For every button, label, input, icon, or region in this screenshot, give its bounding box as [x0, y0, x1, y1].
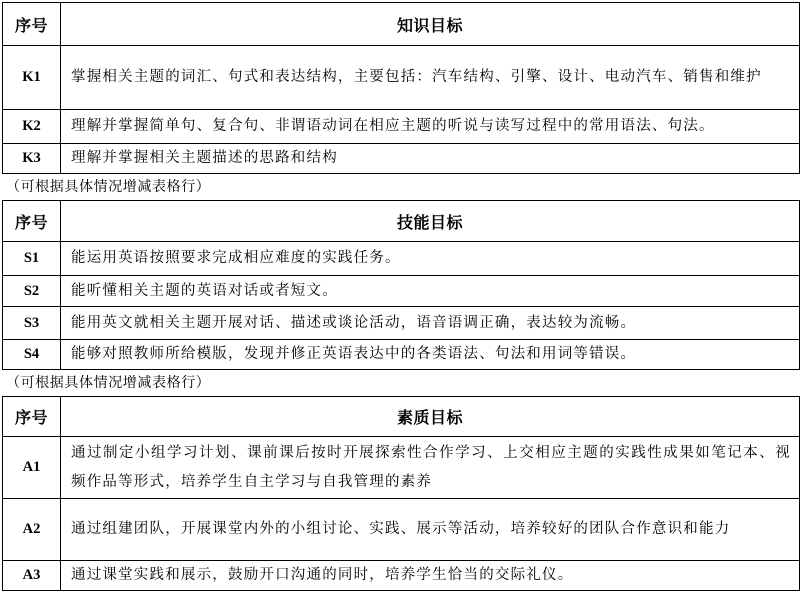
quality-objectives-table — [2, 396, 800, 591]
table-header-row — [3, 201, 800, 242]
objective-description: 理解并掌握相关主题描述的思路和结构 — [61, 144, 800, 174]
knowledge-objectives-title: 知识目标 — [61, 3, 800, 46]
objective-description: 通过制定小组学习计划、课前课后按时开展探索性合作学习、上交相应主题的实践性成果如笔记本、视频作品等形式，培养学生自主学习与自我管理的素养 — [61, 437, 800, 499]
objective-code: A3 — [3, 561, 61, 591]
objective-code: K2 — [3, 110, 61, 144]
objective-description: 能听懂相关主题的英语对话或者短文。 — [61, 276, 800, 307]
objective-description: 通过课堂实践和展示，鼓励开口沟通的同时，培养学生恰当的交际礼仪。 — [61, 561, 800, 591]
objective-code: S3 — [3, 307, 61, 340]
table-row — [3, 340, 800, 370]
table-row — [3, 307, 800, 340]
index-column-header: 序号 — [3, 3, 61, 46]
table-row — [3, 276, 800, 307]
skill-objectives-table — [2, 200, 800, 370]
objective-code: A1 — [3, 437, 61, 499]
index-column-header: 序号 — [3, 397, 61, 437]
objective-description: 掌握相关主题的词汇、句式和表达结构，主要包括：汽车结构、引擎、设计、电动汽车、销售和维护 — [61, 46, 800, 110]
objective-code: S1 — [3, 242, 61, 276]
table-header-row — [3, 3, 800, 46]
objective-description: 能用英文就相关主题开展对话、描述或谈论活动，语音语调正确，表达较为流畅。 — [61, 307, 800, 340]
table-row — [3, 144, 800, 174]
objective-description: 通过组建团队，开展课堂内外的小组讨论、实践、展示等活动，培养较好的团队合作意识和能力 — [61, 499, 800, 561]
table-header-row — [3, 397, 800, 437]
table-row — [3, 110, 800, 144]
index-column-header: 序号 — [3, 201, 61, 242]
quality-objectives-title: 素质目标 — [61, 397, 800, 437]
objective-description: 能够对照教师所给模版，发现并修正英语表达中的各类语法、句法和用词等错误。 — [61, 340, 800, 370]
table-row — [3, 499, 800, 561]
skill-objectives-title: 技能目标 — [61, 201, 800, 242]
objective-code: K1 — [3, 46, 61, 110]
objective-code: S4 — [3, 340, 61, 370]
knowledge-objectives-table — [2, 2, 800, 174]
table-note: （可根据具体情况增减表格行） — [6, 375, 211, 391]
objective-description: 理解并掌握简单句、复合句、非谓语动词在相应主题的听说与读写过程中的常用语法、句法。 — [61, 110, 800, 144]
table-note: （可根据具体情况增减表格行） — [6, 179, 211, 195]
objective-code: A2 — [3, 499, 61, 561]
objective-code: K3 — [3, 144, 61, 174]
table-row — [3, 46, 800, 110]
table-row — [3, 437, 800, 499]
table-row — [3, 561, 800, 591]
table-row — [3, 242, 800, 276]
objective-code: S2 — [3, 276, 61, 307]
objective-description: 能运用英语按照要求完成相应难度的实践任务。 — [61, 242, 800, 276]
